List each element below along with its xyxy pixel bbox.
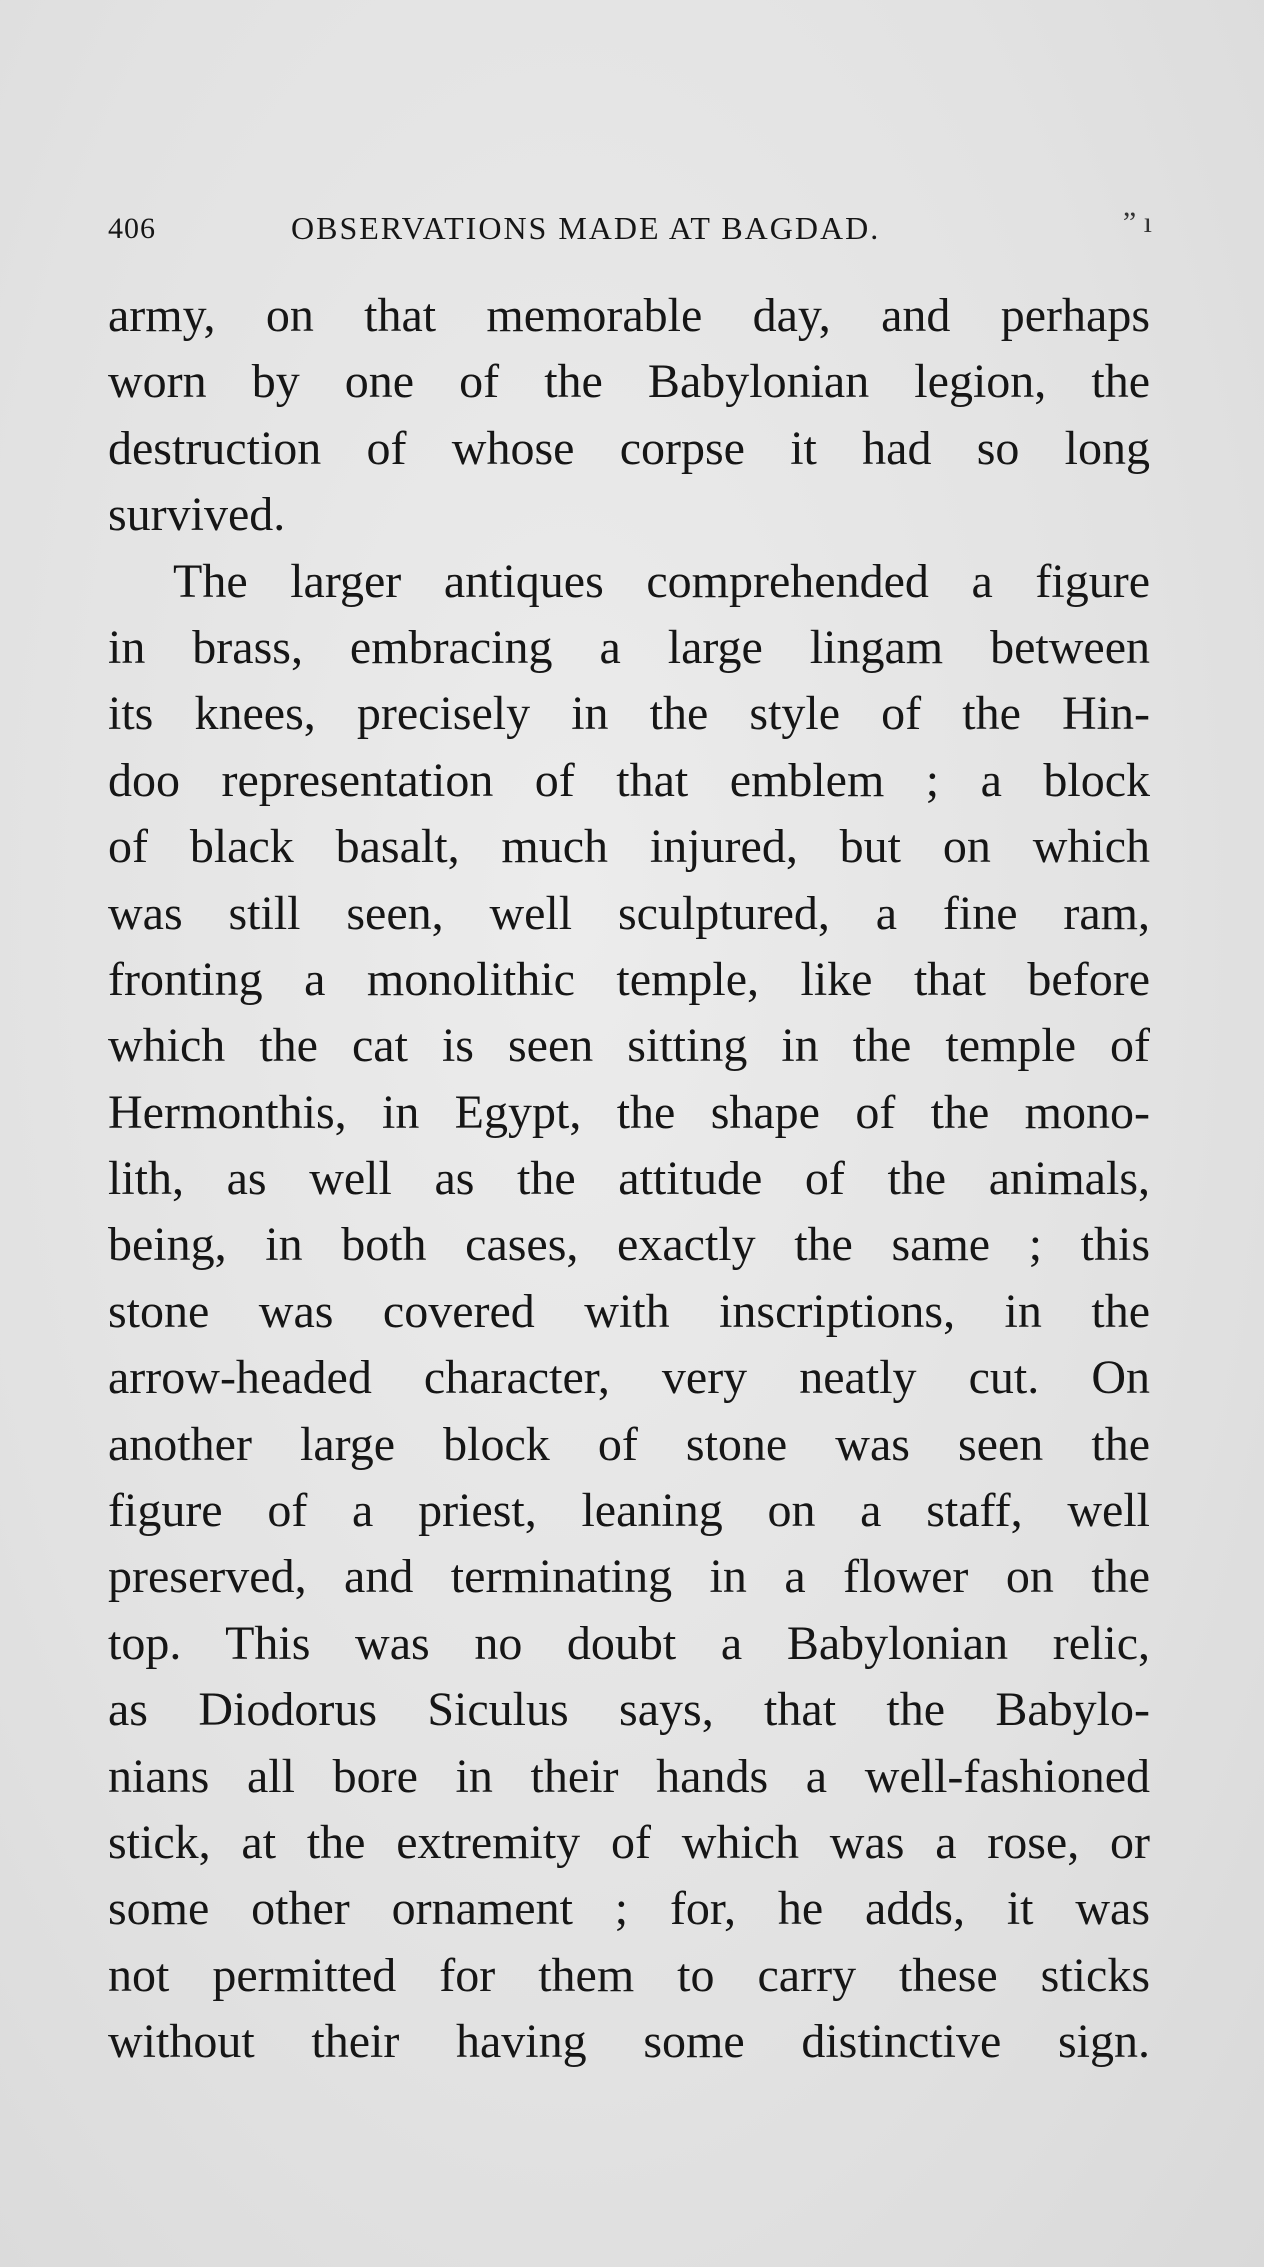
text-line: top. This was no doubt a Babylonian relic,	[108, 1616, 1150, 1670]
text-line: another large block of stone was seen the	[108, 1417, 1150, 1471]
paragraph-start-line: The larger antiques comprehended a figure	[173, 554, 1150, 608]
text-line: in brass, embracing a large lingam between	[108, 620, 1150, 674]
running-head: OBSERVATIONS MADE AT BAGDAD.	[291, 210, 881, 246]
text-line: stick, at the extremity of which was a rose, or	[108, 1815, 1150, 1869]
text-line: fronting a monolithic temple, like that before	[108, 952, 1150, 1006]
text-line: without their having some distinctive sign.	[108, 2015, 1150, 2069]
text-line: of black basalt, much injured, but on which	[108, 820, 1150, 874]
text-line: as Diodorus Siculus says, that the Babylo-	[108, 1683, 1150, 1737]
text-line: worn by one of the Babylonian legion, the	[108, 355, 1150, 409]
text-line: stone was covered with inscriptions, in the	[108, 1284, 1150, 1338]
text-line: Hermonthis, in Egypt, the shape of the mono-	[108, 1085, 1150, 1139]
corner-mark: ” ı	[1122, 206, 1152, 239]
text-line: survived.	[108, 488, 286, 542]
page-number: 406	[108, 212, 156, 245]
text-line: figure of a priest, leaning on a staff, well	[108, 1484, 1150, 1538]
text-line: some other ornament ; for, he adds, it was	[108, 1882, 1150, 1936]
text-line: not permitted for them to carry these sticks	[108, 1948, 1150, 2002]
text-line: lith, as well as the attitude of the animals,	[108, 1152, 1150, 1206]
text-line: being, in both cases, exactly the same ; this	[108, 1218, 1150, 1272]
text-line: destruction of whose corpse it had so long	[108, 421, 1150, 475]
body-text	[108, 283, 1150, 2076]
text-line: was still seen, well sculptured, a fine ram,	[108, 886, 1150, 940]
text-line: doo representation of that emblem ; a block	[108, 753, 1150, 807]
text-line: its knees, precisely in the style of the Hin-	[108, 687, 1150, 741]
page-header	[108, 206, 1152, 252]
text-line: preserved, and terminating in a flower on the	[108, 1550, 1150, 1604]
text-line: which the cat is seen sitting in the temple of	[108, 1019, 1150, 1073]
text-line: arrow-headed character, very neatly cut. On	[108, 1351, 1150, 1405]
text-line: army, on that memorable day, and perhaps	[108, 289, 1150, 342]
text-line: nians all bore in their hands a well-fashioned	[108, 1749, 1150, 1803]
